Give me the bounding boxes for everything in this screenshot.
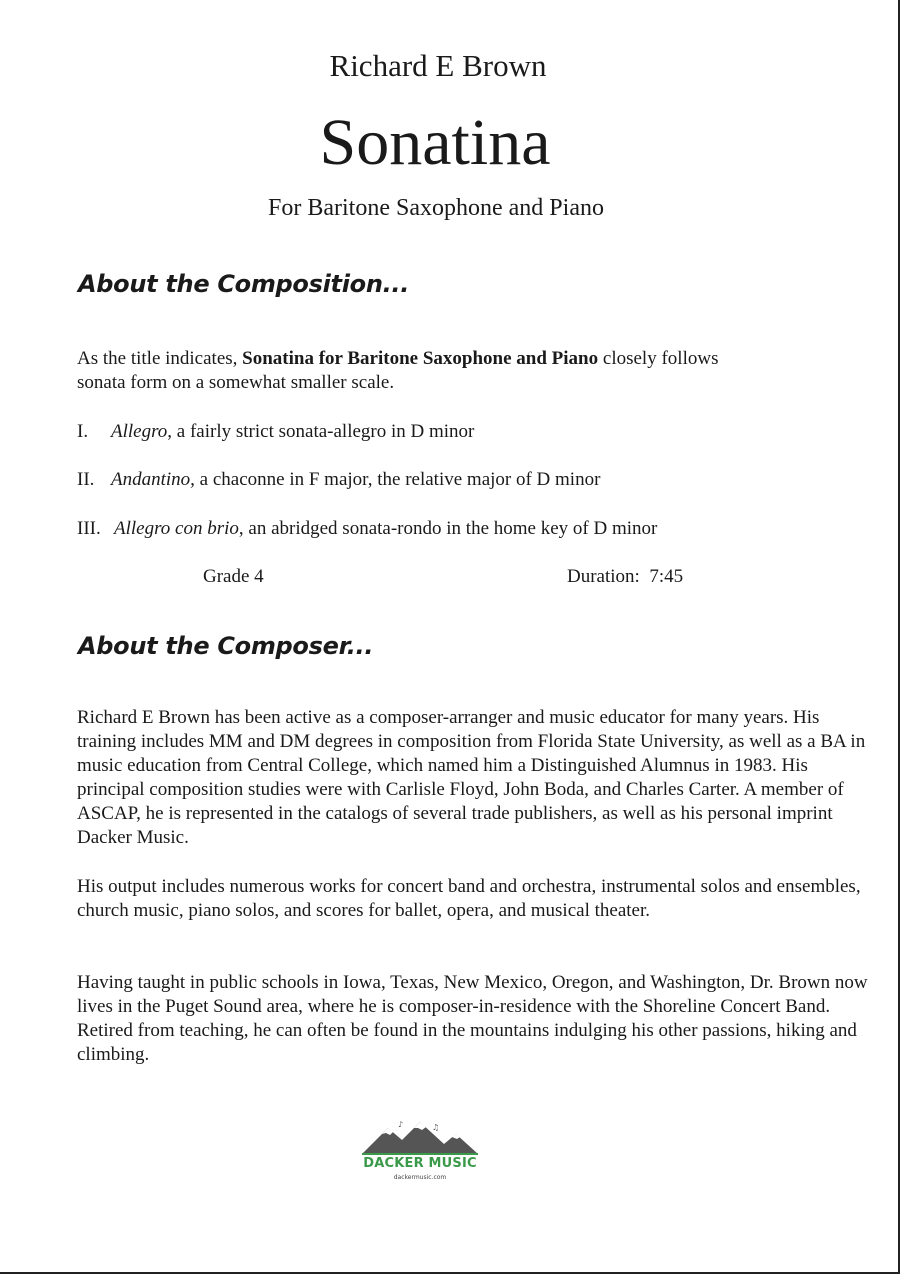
piece-title: Sonatina	[319, 106, 551, 179]
svg-text:♪: ♪	[398, 1120, 404, 1129]
publisher-name: DACKER MUSIC	[363, 1156, 477, 1171]
movement-number: III.	[77, 518, 101, 539]
piece-subtitle: For Baritone Saxophone and Piano	[268, 195, 604, 221]
intro-text-after: closely follows	[598, 348, 719, 369]
composition-intro	[77, 347, 877, 395]
movement-item	[77, 468, 600, 492]
movement-item	[77, 517, 657, 541]
svg-text:♫: ♫	[432, 1123, 440, 1132]
intro-title-bold: Sonatina for Baritone Saxophone and Piano	[242, 348, 599, 369]
movement-description: , an abridged sonata-rondo in the home key of D minor	[238, 518, 658, 539]
publisher-logo	[360, 1118, 480, 1188]
movement-number: II.	[77, 469, 95, 490]
composer-heading: About the Composer...	[78, 632, 374, 660]
grade-label: Grade 4	[203, 566, 264, 587]
movement-item	[77, 420, 474, 444]
bio-paragraph: His output includes numerous works for concert band and orchestra, instrumental solos and ensembles, church music, piano solos, and scores for ballet, opera, and musical theater.	[77, 876, 861, 921]
intro-text-before: As the title indicates,	[77, 348, 243, 369]
bio-paragraph: Richard E Brown has been active as a composer-arranger and music educator for many years. His training includes MM and DM degrees in composition from Florida State University, as well as a BA in music education from Central College, which named him a Distinguished Alumnus in 1983. His principal composition studies were with Carlisle Floyd, John Boda, and Charles Carter. A member of ASCAP, he is represented in the catalogs of several trade publishers, as well as his personal imprint Dacker Music.	[77, 707, 866, 848]
bio-paragraph: Having taught in public schools in Iowa, Texas, New Mexico, Oregon, and Washington, Dr. Brown now lives in the Puget Sound area, where he is composer-in-residence with the Shoreline Concert Band. Retired from teaching, he can often be found in the mountains indulging his other passions, hiking and climbing.	[77, 972, 868, 1065]
composition-heading: About the Composition...	[78, 270, 410, 298]
publisher-url: dackermusic.com	[393, 1174, 447, 1181]
duration-label: Duration: 7:45	[567, 566, 684, 587]
movement-description: , a fairly strict sonata-allegro in D minor	[167, 421, 475, 442]
movement-tempo: Andantino,	[111, 469, 195, 490]
movement-tempo: Allegro con brio	[114, 518, 239, 539]
movement-tempo: Allegro	[111, 421, 168, 442]
composer-name: Richard E Brown	[329, 48, 547, 83]
mountain-logo-icon	[360, 1118, 480, 1158]
intro-text-line2: sonata form on a somewhat smaller scale.	[77, 372, 395, 393]
movement-number: I.	[77, 421, 89, 442]
movement-description: a chaconne in F major, the relative major of D minor	[194, 469, 601, 490]
